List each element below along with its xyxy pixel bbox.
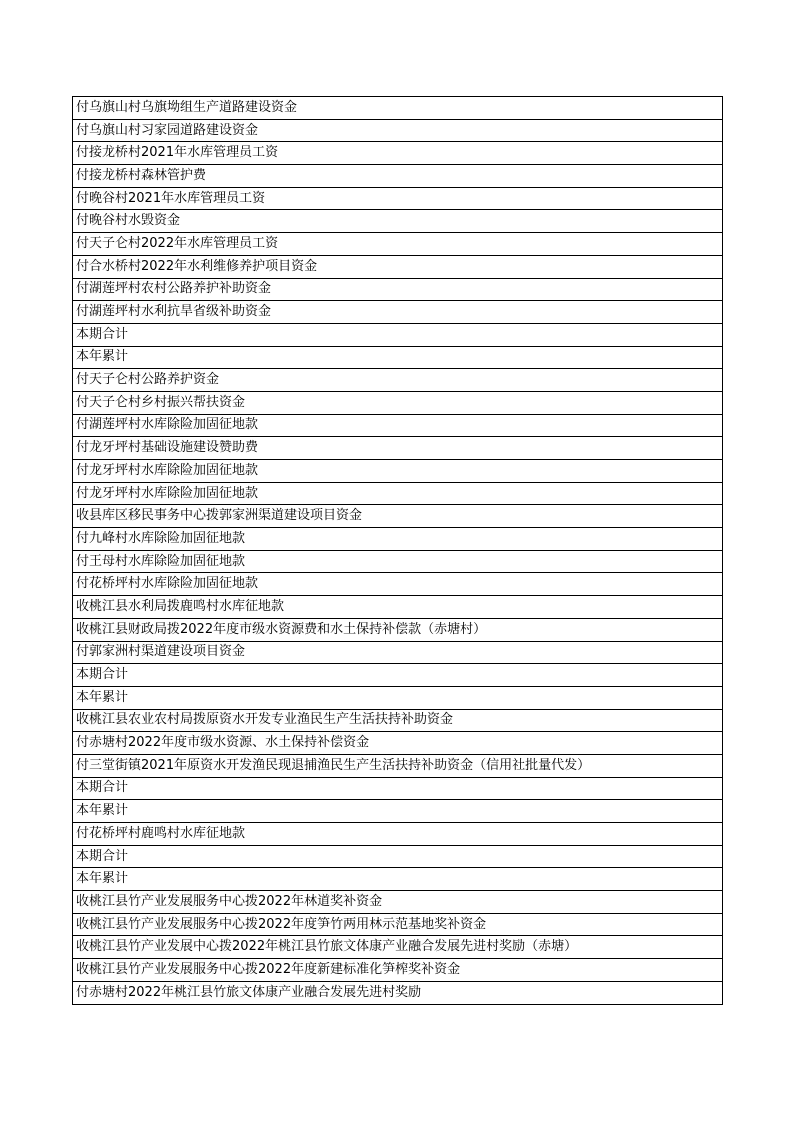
- table-row: [73, 301, 723, 324]
- table-row: [73, 777, 723, 800]
- table-cell-description: 付乌旗山村乌旗坳组生产道路建设资金: [73, 97, 723, 120]
- table-row: [73, 460, 723, 483]
- table-cell-description: 收桃江县竹产业发展服务中心拨2022年度笋竹两用林示范基地奖补资金: [73, 913, 723, 936]
- table-row: [73, 119, 723, 142]
- table-row: [73, 165, 723, 188]
- table-cell-description: 收桃江县水利局拨鹿鸣村水库征地款: [73, 596, 723, 619]
- table-row: [73, 414, 723, 437]
- table-row: [73, 754, 723, 777]
- table-row: [73, 346, 723, 369]
- table-cell-description: 付花桥坪村鹿鸣村水库征地款: [73, 823, 723, 846]
- table-cell-description: 付天子仑村2022年水库管理员工资: [73, 233, 723, 256]
- table-row: [73, 732, 723, 755]
- table-row: [73, 959, 723, 982]
- table-row: [73, 981, 723, 1004]
- table-cell-description: 付湖莲坪村水利抗旱省级补助资金: [73, 301, 723, 324]
- table-row: [73, 868, 723, 891]
- table-row: [73, 913, 723, 936]
- table-row: [73, 891, 723, 914]
- table-row: [73, 596, 723, 619]
- table-cell-description: 本期合计: [73, 845, 723, 868]
- table-cell-description: 收桃江县财政局拨2022年度市级水资源费和水土保持补偿款（赤塘村）: [73, 618, 723, 641]
- table-cell-description: 付天子仑村公路养护资金: [73, 369, 723, 392]
- table-cell-description: 付龙牙坪村水库除险加固征地款: [73, 482, 723, 505]
- table-row: [73, 823, 723, 846]
- table-cell-description: 付王母村水库除险加固征地款: [73, 550, 723, 573]
- table-row: [73, 528, 723, 551]
- table-cell-description: 收县库区移民事务中心拨郭家洲渠道建设项目资金: [73, 505, 723, 528]
- table-row: [73, 323, 723, 346]
- table-cell-description: 付晚谷村水毁资金: [73, 210, 723, 233]
- table-row: [73, 255, 723, 278]
- table-cell-description: 本年累计: [73, 346, 723, 369]
- table-row: [73, 505, 723, 528]
- table-row: [73, 210, 723, 233]
- table-cell-description: 收桃江县竹产业发展服务中心拨2022年度新建标准化笋榨奖补资金: [73, 959, 723, 982]
- table-row: [73, 573, 723, 596]
- table-cell-description: 付九峰村水库除险加固征地款: [73, 528, 723, 551]
- table-cell-description: 付赤塘村2022年度市级水资源、水土保持补偿资金: [73, 732, 723, 755]
- table-cell-description: 本期合计: [73, 777, 723, 800]
- table-row: [73, 437, 723, 460]
- table-row: [73, 278, 723, 301]
- ledger-body: [73, 97, 723, 1005]
- table-cell-description: 付接龙桥村2021年水库管理员工资: [73, 142, 723, 165]
- table-cell-description: 本年累计: [73, 800, 723, 823]
- ledger-table: [72, 96, 723, 1005]
- table-cell-description: 付龙牙坪村水库除险加固征地款: [73, 460, 723, 483]
- table-cell-description: 本期合计: [73, 323, 723, 346]
- table-cell-description: 付三堂街镇2021年原资水开发渔民现退捕渔民生产生活扶持补助资金（信用社批量代发）: [73, 754, 723, 777]
- table-row: [73, 142, 723, 165]
- table-row: [73, 800, 723, 823]
- table-row: [73, 369, 723, 392]
- table-cell-description: 本年累计: [73, 868, 723, 891]
- table-cell-description: 本年累计: [73, 686, 723, 709]
- table-cell-description: 收桃江县农业农村局拨原资水开发专业渔民生产生活扶持补助资金: [73, 709, 723, 732]
- table-row: [73, 936, 723, 959]
- table-row: [73, 391, 723, 414]
- table-row: [73, 664, 723, 687]
- table-cell-description: 付天子仑村乡村振兴帮扶资金: [73, 391, 723, 414]
- table-cell-description: 本期合计: [73, 664, 723, 687]
- table-cell-description: 付晚谷村2021年水库管理员工资: [73, 187, 723, 210]
- table-row: [73, 686, 723, 709]
- table-row: [73, 618, 723, 641]
- table-row: [73, 233, 723, 256]
- table-row: [73, 482, 723, 505]
- table-cell-description: 收桃江县竹产业发展中心拨2022年桃江县竹旅文体康产业融合发展先进村奖励（赤塘）: [73, 936, 723, 959]
- table-cell-description: 付接龙桥村森林管护费: [73, 165, 723, 188]
- table-cell-description: 付龙牙坪村基础设施建设赞助费: [73, 437, 723, 460]
- table-cell-description: 付湖莲坪村农村公路养护补助资金: [73, 278, 723, 301]
- table-cell-description: 付乌旗山村习家园道路建设资金: [73, 119, 723, 142]
- table-row: [73, 709, 723, 732]
- table-cell-description: 付赤塘村2022年桃江县竹旅文体康产业融合发展先进村奖励: [73, 981, 723, 1004]
- table-cell-description: 付湖莲坪村水库除险加固征地款: [73, 414, 723, 437]
- table-row: [73, 550, 723, 573]
- table-cell-description: 收桃江县竹产业发展服务中心拨2022年林道奖补资金: [73, 891, 723, 914]
- table-cell-description: 付合水桥村2022年水利维修养护项目资金: [73, 255, 723, 278]
- table-row: [73, 641, 723, 664]
- table-cell-description: 付郭家洲村渠道建设项目资金: [73, 641, 723, 664]
- table-cell-description: 付花桥坪村水库除险加固征地款: [73, 573, 723, 596]
- table-row: [73, 845, 723, 868]
- table-row: [73, 97, 723, 120]
- table-row: [73, 187, 723, 210]
